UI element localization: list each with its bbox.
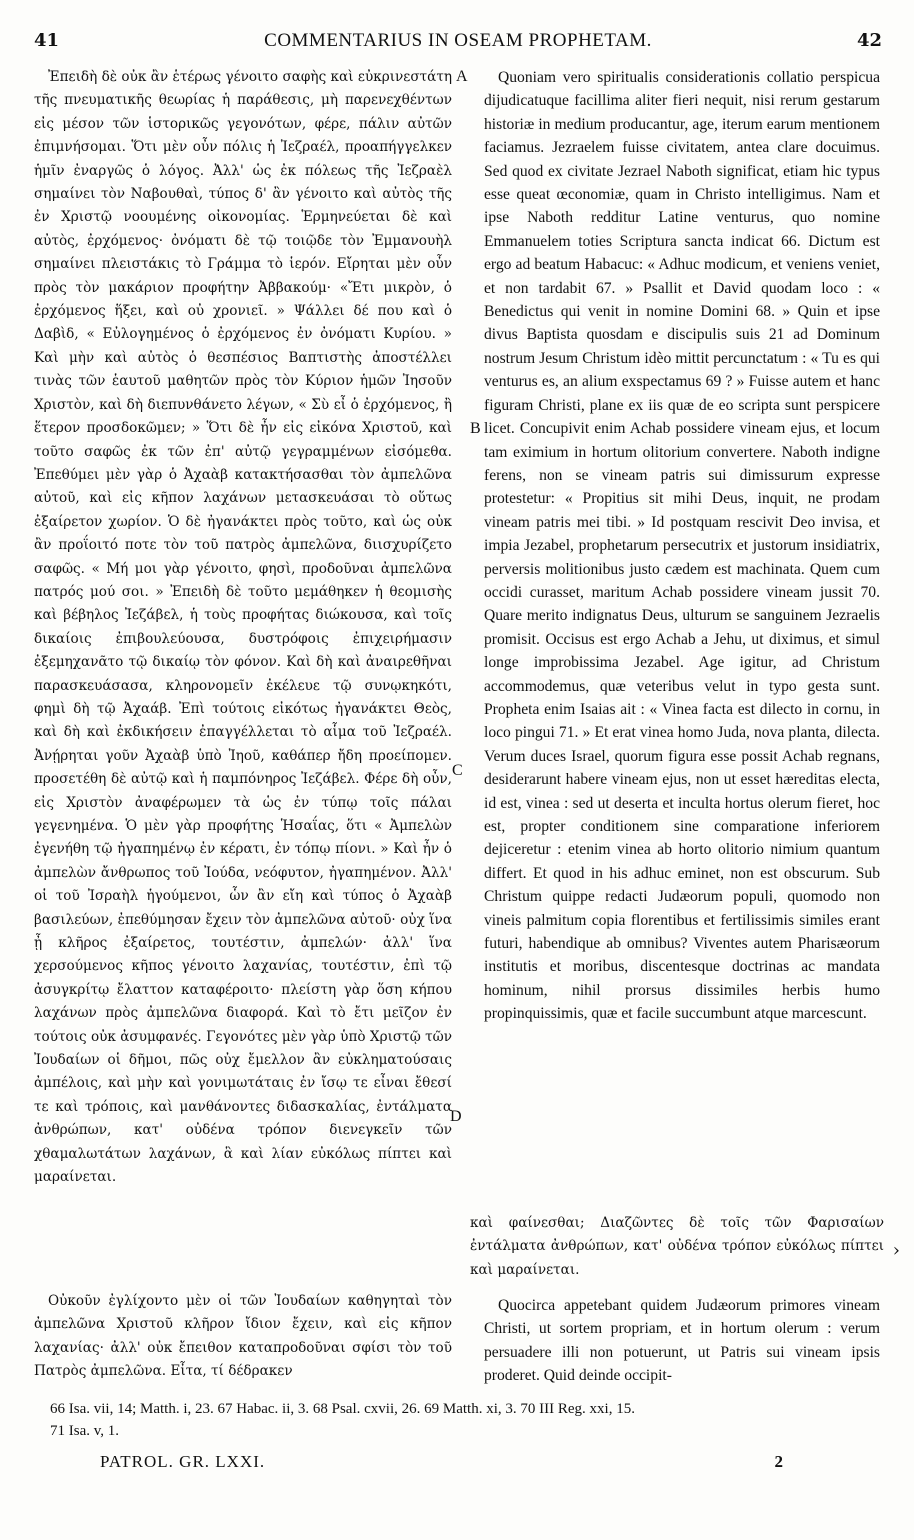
signature-mark: PATROL. GR. LXXI. [100,1452,266,1471]
margin-marker-b: B [470,420,481,437]
running-title: COMMENTARIUS IN OSEAM PROPHETAM. [264,30,652,51]
latin-column-continuation [484,1294,880,1388]
page-number-right: 42 [856,30,882,51]
footnotes [50,1398,878,1442]
page-footer [100,1452,784,1480]
greek-paragraph: Ἐπειδὴ δὲ οὐκ ἂν ἑτέρως γένοιτο σαφὴς καὶ εὐκρινεστάτη τῆς πνευματικῆς θεωρίας ἡ παράθεσις, μὴ παρενεχθέντων εἰς μέσον τῶν ἱστορικῶς γεγονότων, φέρε, πάλιν αὐτῶν ἐπιμνήσομαι. Ὅτι μὲν οὖν πόλις ἡ Ἰεζραέλ, προαπήγγελκεν ἡμῖν ἐναργῶς ὁ λόγος. Ἀλλ' ὡς ἐκ πόλεως τῆς Ἰεζραὲλ σημαίνει τὸν Ναβουθαὶ, τύπος δ' ἂν γένοιτο καὶ αὐτὸς τῆς ἐν Χριστῷ νοουμένης οἰκονομίας. Ἑρμηνεύεται δὲ καὶ αὐτὸς, ἐρχόμενος· ὀνόματι δὲ τῷ τοιῷδε τὸν Ἐμμανουὴλ σημαίνει πλειστάκις τὸ Γράμμα τὸ ἱερόν. Εἴρηται μὲν οὖν πρὸς τὸν μακάριον προφήτην Ἀββακούμ· «Ἔτι μικρὸν, ὁ ἐρχόμενος ἥξει, καὶ οὐ χρονιεῖ. » Ψάλλει δέ που καὶ ὁ Δαβὶδ, « Εὐλογημένος ὁ ἐρχόμενος ἐν ὀνόματι Κυρίου. » Καὶ μὴν καὶ αὐτὸς ὁ θεσπέσιος Βαπτιστὴς ἀποστέλλει τινὰς τῶν ἑαυτοῦ μαθητῶν πρὸς τὸν Κύριον ἡμῶν Ἰησοῦν Χριστὸν, καὶ δὴ διεπυνθάνετο λέγων, « Σὺ εἶ ὁ ἐρχόμενος, ἢ ἕτερον προσδοκῶμεν; » Ὅτι δὲ ἦν εἰς εἰκόνα Χριστοῦ, καὶ τοῦτο σαφῶς ἐκ τῶν ἐπ' αὐτῷ γεγραμμένων εἰσόμεθα. Ἐπεθύμει μὲν γὰρ ὁ Ἀχαὰβ κατακτήσασθαι τὸν ἀμπελῶνα αὐτοῦ, καὶ εἰς κῆπον λαχάνων μετασκευάσαι τὸ οὕτως ἐξαίρετον χωρίον. Ὁ δὲ ἠγανάκτει πρὸς τοῦτο, καὶ ὡς οὐκ ἂν προΐοιτό ποτε τὸν τοῦ πατρὸς ἀμπελῶνα, διισχυρίζετο σαφῶς. « Μή μοι γὰρ γένοιτο, φησὶ, προδοῦναι ἀμπελῶνα πατρός μού σοι. » Ἐπειδὴ δὲ τοῦτο μεμάθηκεν ἡ θεομισὴς καὶ βέβηλος Ἰεζάβελ, ἡ τοὺς προφήτας διώκουσα, καὶ τοῖς δικαίοις ἐπιβουλεύουσα, δυστρόφοις ἐπιχειρήμασιν ἐξεμηχανᾶτο τῷ δικαίῳ τὸν φόνον. Καὶ δὴ καὶ ἀναιρεθῆναι παρασκευάσασα, κληρονομεῖν ἐκέλευε τῷ συνῳκηκότι, φημὶ δὴ τῷ Ἀχαάβ. Ἐπὶ τούτοις εἰκότως ἠγανάκτει Θεὸς, καὶ δὴ καὶ ἐκδικήσειν ἐπαγγέλλεται τὸ αἷμα τοῦ Ἰεζραέλ. Ἀνῄρηται γοῦν Ἀχαὰβ ὑπὸ Ἰηοῦ, καθάπερ ἤδη προείπομεν. προσετέθη δὲ αὐτῷ καὶ ἡ παμπόνηρος Ἰεζάβελ. Φέρε δὴ οὖν, εἰς Χριστὸν ἀναφέρωμεν τὰ ὡς ἐν τύπῳ τοῖς πάλαι γεγενημένα. Ὁ μὲν γὰρ προφήτης Ἡσαΐας, ὅτι « Ἀμπελὼν ἐγενήθη τῷ ἠγαπημένῳ ἐν κέρατι, ἐν τόπῳ πίονι. » Καὶ ἦν ὁ ἀμπελὼν ἄνθρωπος τοῦ Ἰούδα, νεόφυτον, ἠγαπημένον. Ἀλλ' οἱ τοῦ Ἰσραὴλ ἡγούμενοι, ὧν ἂν εἴη καὶ τύπος ὁ Ἀχαὰβ βασιλεύων, ἐπεθύμησαν ἔχειν τὸν ἀμπελῶνα αὐτοῦ· οὐχ ἵνα ᾖ κλῆρος ἐξαίρετος, τουτέστιν, ἀμπελών· ἀλλ' ἵνα χερσούμενος κῆπος γένοιτο λαχανίας, τουτέστιν, ἐπὶ τῷ ἀσυγκρίτῳ ἔλαττον καταφέροιτο· πλείστη γὰρ ὅση κήπου λαχάνων πρὸς ἀμπελῶνα διαφορά. Καὶ τὸ ἔτι μεῖζον ἐν τούτοις οὐκ ἀσυμφανές. Γεγονότες μὲν γὰρ ὑπὸ Χριστῷ τῶν Ἰουδαίων οἱ δῆμοι, πῶς οὐχ ἔμελλον ἂν εὐκληματούσαις ἀμπέλοις, καὶ μὴν καὶ γονιμωτάταις ἐν ἴσῳ τε εἶναι ἔθεσί τε καὶ τρόποις, καὶ μανθάνοντες διδασκαλίας, ἐντάλματα ἀνθρώπων, κατ' οὐδένα τρόπον διενεγκεῖν τῶν χθαμαλωτάτων λαχάνων, ἃ καὶ λίαν εὐκόλως πίπτει καὶ μαραίνεται. [34,69,452,1186]
greek-column [34,66,452,1206]
latin-column [484,66,880,1206]
footnote-line: 66 Isa. vii, 14; Matth. i, 23. 67 Habac. ii, 3. 68 Psal. cxvii, 26. 69 Matth. xi, 3. 70 III Reg. xxi, 15. [50,1401,635,1417]
continuation-arrow-icon: › [892,1240,900,1261]
sheet-number: 2 [774,1452,784,1471]
latin-paragraph-2: Quocirca appetebant quidem Judæorum primores vineam Christi, ut sortem propriam, et in hortum olerum : verum persuadere illi non potuerunt, ut Patris sui vineam ipsis proderet. Quid deinde occipit- [484,1297,880,1385]
margin-marker-c: C [452,762,463,779]
greek-carryover-line: καὶ φαίνεσθαι; Διαζῶντες δὲ τοῖς τῶν Φαρισαίων ἐντάλματα ἀνθρώπων, κατ' οὐδένα τρόπον εὐκόλως πίπτει καὶ μαραίνεται. [470,1215,884,1278]
margin-marker-d: D [450,1108,462,1125]
latin-paragraph: Quoniam vero spiritualis considerationis collatio perspicua dijudicatuque facillima aliter fieri nequit, nisi rerum gestarum historiæ in medium producantur, age, iterum earum mentionem faciamus. Jezraelem fuisse civitatem, antea clare docuimus. Sed quod ex civitate Jezrael Naboth significat, etiam hic typus esse queat œconomiæ, quam in Christo intelligimus. Nam et ipse Naboth redditur Latine venturus, quo nomine Emmanuelem toties Scriptura sancta indicat 66. Dictum est ergo ad beatum Habacuc: « Adhuc modicum, et veniens veniet, et non tardabit 67. » Psallit et David quodam loco : « Benedictus qui venit in nomine Domini 68. » Quin et ipse divus Baptista quosdam e discipulis suis 21 ad Dominum nostrum Jesum Christum idèo mittit percunctatum : « Tu es qui venturus es, an alium exspectamus 69 ? » Fuisse autem et hanc figuram Christi, plane ex iis quæ de eo scripta sunt perspicere licet. Concupivit enim Achab possidere vineam ejus, et locum tam eximium in hortum olitorium convertere. Naboth indigne ferens, non se vineam patris sui dimissurum expresse protestetur: « Propitius sit mihi Deus, inquit, ne prodam vineam patris mei tibi. » Id postquam rescivit Deo invisa, et impia Jezabel, prophetarum persecutrix et justorum insidiatrix, perversis molitionibus justo cædem est machinata. Quem cum occidi curasset, maritum Achab possidere vineam jussit 70. Quare merito indignatus Deus, ulturum se sanguinem Jezraelis promisit. Occisus est ergo Achab a Jehu, ut diximus, et simul longe improbissima Jezabel. Age igitur, ad Christum accommodemus, quæ veteribus velut in typo gesta sunt. Propheta enim Isaias ait : « Vinea facta est dilecto in cornu, in loco pingui 71. » Et erat vinea homo Juda, nova planta, dilecta. Verum duces Israel, quorum figura esse possit Achab regnans, desiderarunt habere vineam ejus, non ut esset hæreditas electa, id est, vinea : sed ut deserta et inculta hortus olerum fieret, hoc est, propter conditionem sine comparatione inferiorem dejiceretur : etenim vinea ab horto olitorio nimium quantum differt. Et quod in his adhuc eminet, non est obscurum. Sub Christum quippe redacti Judæorum populi, quomodo non vineis palmitum copia florentibus et fertilissimis similes erant futuri, habendique ab omnibus? Viventes autem Pharisæorum institutis et moribus, discentesque doctrinas ac mandata hominum, nihil prorsus dissimiles herbis humo propinquissimis, quæ et facile succumbunt atque marcescunt. [484,69,880,1023]
margin-marker-a: A [456,68,468,85]
page-number-left: 41 [34,30,60,51]
greek-paragraph-2: Οὐκοῦν ἐγλίχοντο μὲν οἱ τῶν Ἰουδαίων καθηγηταὶ τὸν ἀμπελῶνα Χριστοῦ κλῆρον ἴδιον ἔχειν, καὶ εἰς κῆπον λαχανίας· ἀλλ' οὐκ ἔπειθον καταπροδοῦναι σφίσι τὸν τοῦ Πατρὸς ἀμπελῶνα. Εἶτα, τί δέδρακεν [34,1293,452,1380]
greek-column-continuation [34,1290,452,1384]
footnote-line: 71 Isa. v, 1. [50,1423,120,1439]
page-header [30,30,886,56]
